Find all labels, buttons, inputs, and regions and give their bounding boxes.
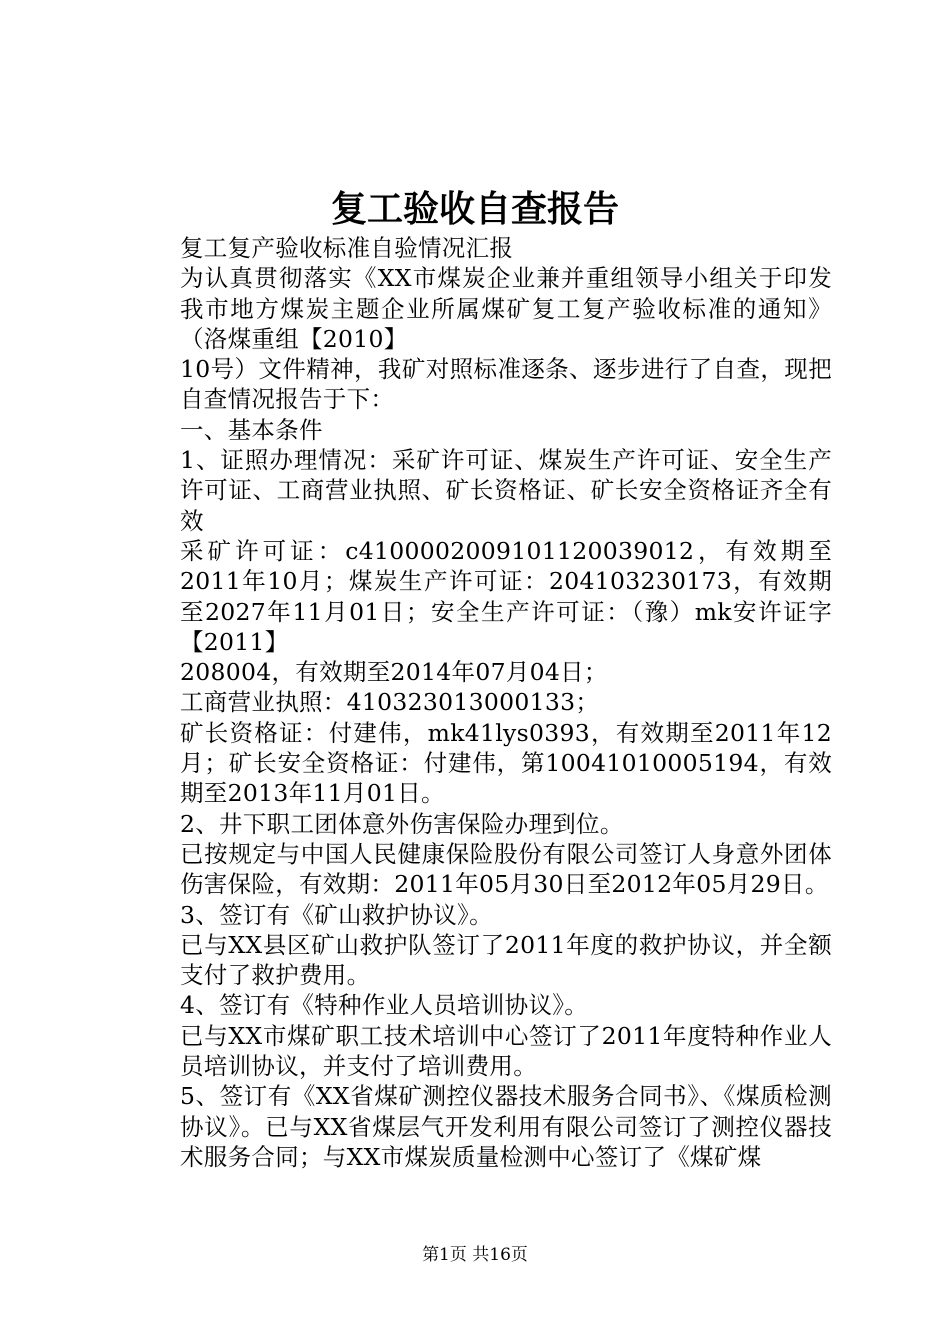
document-body bbox=[128, 233, 832, 1172]
paragraph: 5、签订有《XX省煤矿测控仪器技术服务合同书》、《煤质检测协议》。已与XX省煤层气开发利用有限公司签订了测控仪器技术服务合同；与XX市煤炭质量检测中心签订了《煤矿煤 bbox=[180, 1082, 832, 1171]
page-footer: 第1页 共16页 bbox=[422, 1245, 528, 1265]
paragraph: 采矿许可证：c4100002009101120039012，有效期至2011年10月；煤炭生产许可证：204103230173，有效期至2027年11月01日；安全生产许可证：（豫）mk安许证字【2011】 bbox=[180, 536, 832, 656]
paragraph: 矿长资格证：付建伟，mk41lys0393，有效期至2011年12月；矿长安全资格证：付建伟，第10041010005194，有效期至2013年11月01日。 bbox=[180, 718, 832, 808]
paragraph: 已与XX县区矿山救护队签订了2011年度的救护协议，并全额支付了救护费用。 bbox=[180, 930, 832, 990]
paragraph: 2、井下职工团体意外伤害保险办理到位。 bbox=[180, 809, 624, 838]
paragraph: 208004，有效期至2014年07月04日； bbox=[180, 658, 608, 687]
document-title: 复工验收自查报告 bbox=[330, 188, 619, 230]
paragraph: 为认真贯彻落实《XX市煤炭企业兼并重组领导小组关于印发我市地方煤炭主题企业所属煤矿复工复产验收标准的通知》（洛煤重组【2010】 bbox=[180, 264, 832, 353]
paragraph: 工商营业执照：410323013000133； bbox=[180, 688, 600, 717]
paragraph: 10号）文件精神，我矿对照标准逐条、逐步进行了自查，现把自查情况报告于下： bbox=[180, 355, 832, 414]
paragraph: 复工复产验收标准自验情况汇报 bbox=[180, 234, 514, 262]
paragraph: 1、证照办理情况：采矿许可证、煤炭生产许可证、安全生产许可证、工商营业执照、矿长资格证、矿长安全资格证齐全有效 bbox=[180, 446, 832, 535]
paragraph: 已按规定与中国人民健康保险股份有限公司签订人身意外团体伤害保险，有效期：2011年05月30日至2012年05月29日。 bbox=[180, 839, 832, 899]
section-heading: 一、基本条件 bbox=[180, 415, 323, 444]
paragraph: 4、签订有《特种作业人员培训协议》。 bbox=[180, 991, 589, 1020]
paragraph: 3、签订有《矿山救护协议》。 bbox=[180, 900, 493, 929]
paragraph: 已与XX市煤矿职工技术培训中心签订了2011年度特种作业人员培训协议，并支付了培训费用。 bbox=[180, 1021, 832, 1081]
